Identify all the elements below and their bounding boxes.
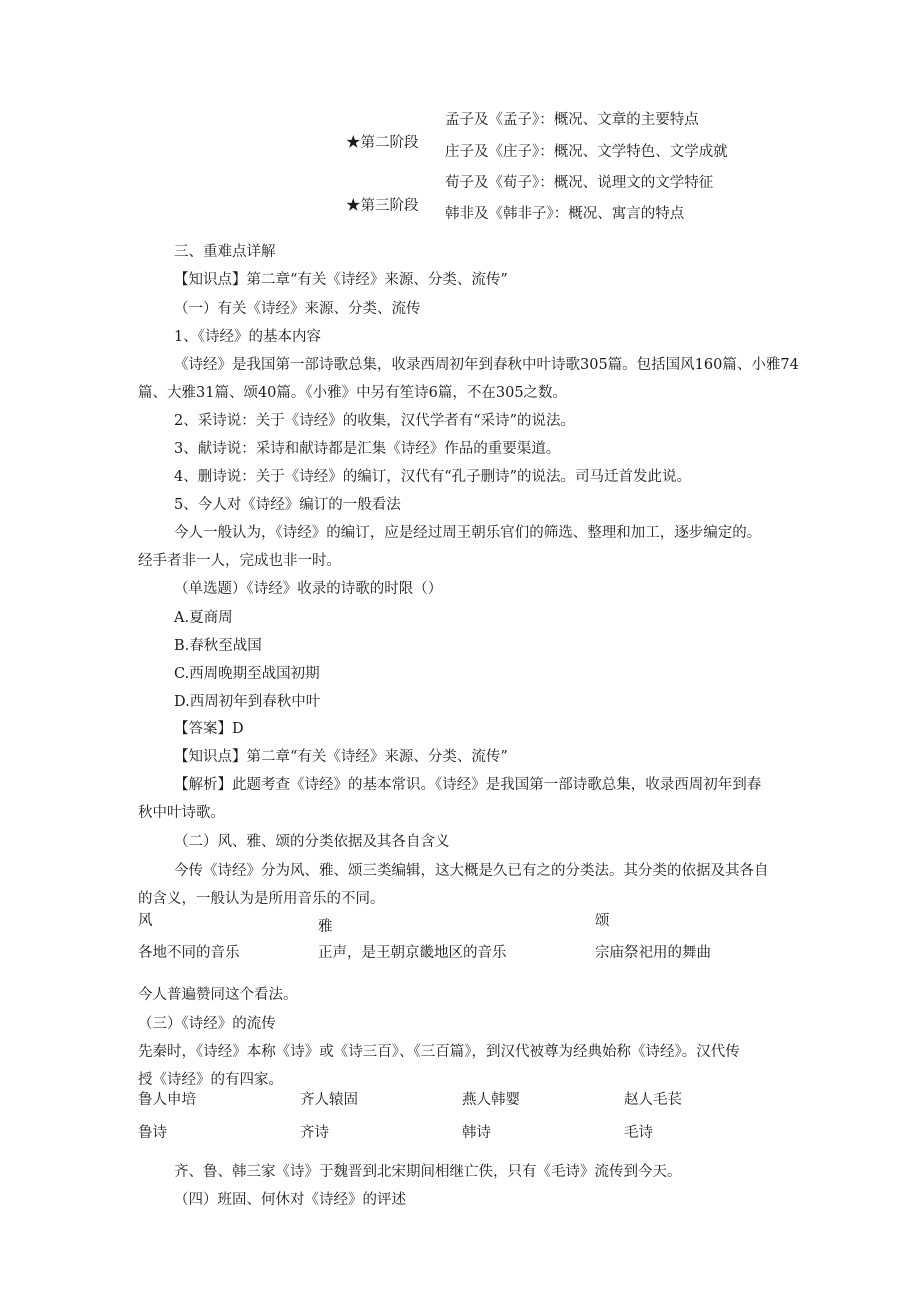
table2-school-2: 齐诗 [300,1125,329,1141]
subheading-2: （二）风、雅、颂的分类依据及其各自含义 [174,834,450,850]
point-5-line-2: 经手者非一人，完成也非一时。 [138,553,341,569]
point-8-line-1: 先秦时，《诗经》本称《诗》或《诗三百》、《三百篇》，到汉代被尊为经典始称《诗经》。汉代传 [138,1044,740,1060]
table1-value-feng: 各地不同的音乐 [138,945,240,961]
table1-header-song: 颂 [595,913,610,929]
subheading-4: （四）班固、何休对《诗经》的评述 [174,1192,406,1208]
analysis-line-1: 【解析】此题考查《诗经》的基本常识。《诗经》是我国第一部诗歌总集，收录西周初年到春 [174,777,762,793]
analysis-line-2: 秋中叶诗歌。 [138,805,225,821]
table1-header-feng: 风 [138,913,153,929]
question-stem: （单选题）《诗经》收录的诗歌的时限（） [174,581,443,597]
table1-value-song: 宗庙祭祀用的舞曲 [595,945,711,961]
stage-item-xunzi: 荀子及《荀子》：概况、说理文的文学特征 [445,175,714,191]
point-4: 4、删诗说：关于《诗经》的编订，汉代有“孔子删诗”的说法。司马迁首发此说。 [174,469,692,485]
table2-person-4: 赵人毛苌 [624,1092,682,1108]
table2-school-3: 韩诗 [462,1125,491,1141]
table2-school-1: 鲁诗 [138,1125,167,1141]
question-knowledge-point: 【知识点】第二章“有关《诗经》来源、分类、流传” [174,749,508,765]
stage-item-mencius: 孟子及《孟子》：概况、文章的主要特点 [445,112,699,128]
table2-school-4: 毛诗 [624,1125,653,1141]
stage-item-zhuangzi: 庄子及《庄子》：概况、文学特色、文学成就 [445,144,728,160]
answer: 【答案】D [174,721,244,737]
option-d: D.西周初年到春秋中叶 [174,694,321,710]
option-a: A.夏商周 [174,610,233,626]
point-5-line-1: 今人一般认为，《诗经》的编订，应是经过周王朝乐官们的筛选、整理和加工，逐步编定的。 [174,525,762,541]
point-1-line-2: 篇、大雅31篇、颂40篇。《小雅》中另有笙诗6篇，不在305之数。 [138,385,568,401]
stage2-label: ★第二阶段 [346,135,419,151]
table2-person-2: 齐人辕固 [300,1092,358,1108]
point-3: 3、献诗说：采诗和献诗都是汇集《诗经》作品的重要渠道。 [174,441,561,457]
subheading-1: （一）有关《诗经》来源、分类、流传 [174,301,421,317]
point-6-line-1: 今传《诗经》分为风、雅、颂三类编辑，这大概是久已有之的分类法。其分类的依据及其各自 [174,863,769,879]
table1-header-ya: 雅 [318,919,333,935]
point-5-title: 5、今人对《诗经》编订的一般看法 [174,497,401,513]
section-title: 三、重难点详解 [174,244,276,260]
table1-value-ya: 正声，是王朝京畿地区的音乐 [318,945,507,961]
stage3-label: ★第三阶段 [346,198,419,214]
option-b: B.春秋至战国 [174,638,262,654]
point-8-line-2: 授《诗经》的有四家。 [138,1072,283,1088]
subheading-3: （三）《诗经》的流传 [138,1016,276,1032]
knowledge-point-1: 【知识点】第二章“有关《诗经》来源、分类、流传” [174,272,508,288]
point-1-title: 1、《诗经》的基本内容 [174,329,321,345]
point-6-line-2: 的含义，一般认为是所用音乐的不同。 [138,891,385,907]
point-9: 齐、鲁、韩三家《诗》于魏晋到北宋期间相继亡佚，只有《毛诗》流传到今天。 [174,1164,682,1180]
point-7: 今人普遍赞同这个看法。 [138,987,298,1003]
point-1-line-1: 《诗经》是我国第一部诗歌总集，收录西周初年到春秋中叶诗歌305篇。包括国风160篇、小雅74 [174,357,799,373]
option-c: C.西周晚期至战国初期 [174,666,320,682]
table2-person-3: 燕人韩婴 [462,1092,520,1108]
table2-person-1: 鲁人申培 [138,1092,196,1108]
point-2: 2、采诗说：关于《诗经》的收集，汉代学者有“采诗”的说法。 [174,413,576,429]
stage-item-hanfeizi: 韩非及《韩非子》：概况、寓言的特点 [445,206,685,222]
